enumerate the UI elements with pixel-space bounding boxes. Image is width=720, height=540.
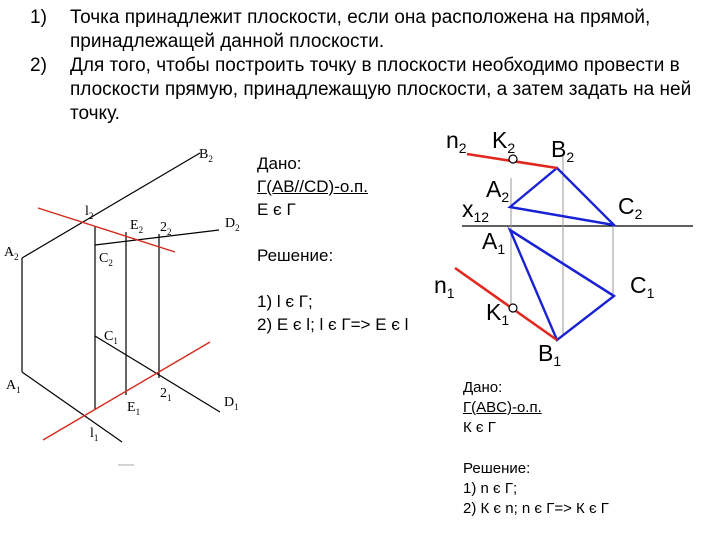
statement-2-text: Для того, чтобы построить точку в плоскости необходимо провести в плоскости прямую, принадлежащую плоскости, а затем задать на ней точку. [70,55,692,124]
label-K1: $K_1$ [486,299,510,328]
label-B1-right: $B_1$ [538,340,562,369]
label-K2: $K_2$ [492,127,516,156]
right-solution-step2: 2) К є n; n є Г=> К є Г [463,500,609,517]
label-n1: $n_1$ [434,272,455,301]
point-K1 [509,304,517,312]
right-given-title: Дано: [463,379,503,396]
label-x12: $x_{12}$ [462,196,490,225]
left-solution-step1: 1) l є Г; [257,292,313,311]
median-A1C1 [510,230,614,296]
label-C2: $C_2$ [99,251,113,268]
left-given-point: E є Г [257,200,296,219]
statement-1-text: Точка принадлежит плоскости, если она расположена на прямой, принадлежащей данной плоскости. [70,7,651,52]
left-given-plane: Г(AB//CD)-о.п. [257,177,368,196]
left-solution-step2: 2) E є l; l є Г=> E є l [257,315,409,334]
right-given-point: К є Г [463,419,496,436]
label-A1: $A_1$ [6,378,21,395]
label-B2-right: $B_2$ [551,136,575,165]
label-l1: $l_1$ [90,426,99,443]
label-E1: $E_1$ [127,400,141,417]
label-C1-right: $C_1$ [630,272,655,301]
label-A2: $A_2$ [4,245,19,262]
right-given-plane: Г(ABC)-о.п. [463,399,542,416]
label-E2: $E_2$ [130,218,144,235]
label-l2: $l_2$ [85,204,94,221]
statement-1-number: 1) [30,7,47,28]
statement-2-number: 2) [30,55,47,76]
label-C2-right: $C_2$ [618,193,643,222]
label-C1: $C_1$ [104,329,118,346]
point-K2 [509,155,517,163]
left-solution-title: Решение: [257,246,334,265]
label-2-2: $2_2$ [160,220,172,237]
label-n2: $n_2$ [446,127,467,156]
label-B2: $B_2$ [199,147,213,164]
label-D1: $D_1$ [224,395,239,412]
label-2-1: $2_1$ [160,386,172,403]
label-A2-right: $A_2$ [486,176,510,205]
right-solution-title: Решение: [463,460,531,477]
right-given-solution [463,378,609,519]
label-A1-right: $A_1$ [482,228,506,257]
right-solution-step1: 1) n є Г; [463,480,518,497]
left-given-title: Дано: [257,154,302,173]
label-D2: $D_2$ [225,216,240,233]
